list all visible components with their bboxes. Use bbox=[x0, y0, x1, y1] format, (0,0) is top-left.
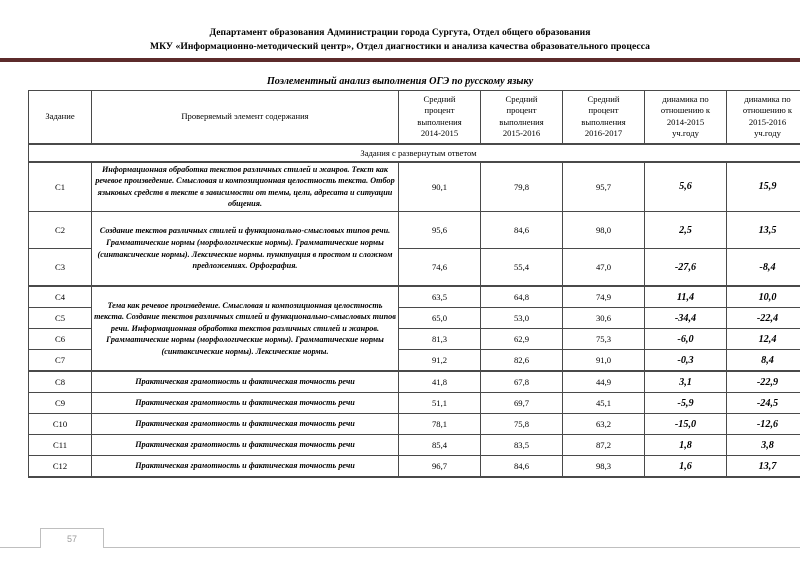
dynamics-2015-2016: -22,4 bbox=[727, 308, 800, 329]
avg-2014-2015: 51,1 bbox=[399, 393, 481, 414]
avg-2014-2015: 90,1 bbox=[399, 162, 481, 212]
avg-2016-2017: 30,6 bbox=[563, 308, 645, 329]
table-head bbox=[29, 91, 800, 144]
table-row bbox=[29, 371, 800, 393]
avg-2016-2017: 44,9 bbox=[563, 371, 645, 393]
dynamics-2015-2016: 8,4 bbox=[727, 350, 800, 372]
avg-2016-2017: 98,3 bbox=[563, 456, 645, 478]
table-caption: Поэлементный анализ выполнения ОГЭ по русскому языку bbox=[266, 76, 534, 87]
dynamics-2015-2016: -24,5 bbox=[727, 393, 800, 414]
header-divider-rule bbox=[0, 58, 800, 62]
avg-2016-2017: 75,3 bbox=[563, 329, 645, 350]
dynamics-2015-2016: 10,0 bbox=[727, 286, 800, 308]
analysis-table bbox=[28, 90, 800, 478]
dynamics-2014-2015: -0,3 bbox=[645, 350, 727, 372]
avg-2014-2015: 41,8 bbox=[399, 371, 481, 393]
header-dyn-2015-2016 bbox=[727, 91, 800, 144]
header-dyn1-l3: 2014-2015 bbox=[666, 116, 705, 127]
avg-2016-2017: 74,9 bbox=[563, 286, 645, 308]
element-description: Практическая грамотность и фактическая точность речи bbox=[92, 393, 399, 414]
table-row bbox=[29, 414, 800, 435]
dynamics-2015-2016: 13,5 bbox=[727, 212, 800, 249]
element-description: Практическая грамотность и фактическая точность речи bbox=[92, 435, 399, 456]
header-avg2-l2: процент bbox=[506, 105, 537, 116]
avg-2014-2015: 65,0 bbox=[399, 308, 481, 329]
avg-2016-2017: 91,0 bbox=[563, 350, 645, 372]
task-code: C4 bbox=[29, 286, 92, 308]
avg-2014-2015: 74,6 bbox=[399, 249, 481, 287]
table-header-row bbox=[29, 91, 800, 144]
header-dyn2-l1: динамика по bbox=[744, 94, 791, 104]
dynamics-2014-2015: 11,4 bbox=[645, 286, 727, 308]
header-avg-2014-2015 bbox=[399, 91, 481, 144]
header-avg3-l2: процент bbox=[588, 105, 619, 116]
dynamics-2014-2015: 5,6 bbox=[645, 162, 727, 212]
page-footer bbox=[0, 526, 800, 548]
task-code: C5 bbox=[29, 308, 92, 329]
dynamics-2014-2015: 3,1 bbox=[645, 371, 727, 393]
avg-2014-2015: 91,2 bbox=[399, 350, 481, 372]
task-code: C2 bbox=[29, 212, 92, 249]
avg-2015-2016: 55,4 bbox=[481, 249, 563, 287]
element-description: Создание текстов различных стилей и функционально-смысловых типов речи. Грамматические нормы (морфологические нормы). Грамматические нормы (синтаксические нормы). Лексические нормы. пунктуация в простом и сложном предложениях. Орфография. bbox=[92, 212, 399, 287]
dynamics-2015-2016: 13,7 bbox=[727, 456, 800, 478]
dynamics-2014-2015: 1,6 bbox=[645, 456, 727, 478]
avg-2014-2015: 81,3 bbox=[399, 329, 481, 350]
avg-2016-2017: 45,1 bbox=[563, 393, 645, 414]
dynamics-2014-2015: 2,5 bbox=[645, 212, 727, 249]
task-code: C7 bbox=[29, 350, 92, 372]
task-code: C1 bbox=[29, 162, 92, 212]
dynamics-2014-2015: -6,0 bbox=[645, 329, 727, 350]
element-description: Практическая грамотность и фактическая точность речи bbox=[92, 371, 399, 393]
dynamics-2014-2015: -5,9 bbox=[645, 393, 727, 414]
avg-2016-2017: 98,0 bbox=[563, 212, 645, 249]
header-dyn2-l4: уч.году bbox=[754, 128, 781, 139]
footer-rule-left bbox=[0, 547, 40, 548]
header-dyn2-l3: 2015-2016 bbox=[748, 116, 787, 127]
element-description: Практическая грамотность и фактическая точность речи bbox=[92, 414, 399, 435]
header-avg1-l4: 2014-2015 bbox=[420, 128, 459, 139]
dynamics-2015-2016: -22,9 bbox=[727, 371, 800, 393]
avg-2014-2015: 96,7 bbox=[399, 456, 481, 478]
header-avg2-l4: 2015-2016 bbox=[502, 128, 541, 139]
table-row bbox=[29, 162, 800, 212]
avg-2015-2016: 84,6 bbox=[481, 212, 563, 249]
avg-2015-2016: 69,7 bbox=[481, 393, 563, 414]
analysis-table-container bbox=[28, 90, 793, 478]
task-code: C9 bbox=[29, 393, 92, 414]
table-row bbox=[29, 286, 800, 308]
avg-2015-2016: 64,8 bbox=[481, 286, 563, 308]
task-code: C3 bbox=[29, 249, 92, 287]
dynamics-2015-2016: 15,9 bbox=[727, 162, 800, 212]
header-avg3-l4: 2016-2017 bbox=[584, 128, 623, 139]
header-element: Проверяемый элемент содержания bbox=[92, 91, 399, 144]
running-header bbox=[36, 26, 764, 53]
running-header-line-1: Департамент образования Администрации города Сургута, Отдел общего образования bbox=[209, 27, 591, 38]
header-avg3-l3: выполнения bbox=[581, 116, 626, 127]
dynamics-2015-2016: -8,4 bbox=[727, 249, 800, 287]
task-code: C10 bbox=[29, 414, 92, 435]
header-avg1-l3: выполнения bbox=[417, 116, 462, 127]
dynamics-2014-2015: 1,8 bbox=[645, 435, 727, 456]
avg-2016-2017: 47,0 bbox=[563, 249, 645, 287]
dynamics-2015-2016: 3,8 bbox=[727, 435, 800, 456]
avg-2014-2015: 63,5 bbox=[399, 286, 481, 308]
header-avg2-l3: выполнения bbox=[499, 116, 544, 127]
header-dyn1-l1: динамика по bbox=[662, 94, 709, 104]
table-row bbox=[29, 393, 800, 414]
task-code: C11 bbox=[29, 435, 92, 456]
header-avg2-l1: Средний bbox=[505, 94, 538, 104]
table-row bbox=[29, 435, 800, 456]
dynamics-2015-2016: -12,6 bbox=[727, 414, 800, 435]
header-avg1-l2: процент bbox=[424, 105, 455, 116]
header-avg1-l1: Средний bbox=[423, 94, 456, 104]
avg-2016-2017: 95,7 bbox=[563, 162, 645, 212]
dynamics-2014-2015: -34,4 bbox=[645, 308, 727, 329]
section-title: Задания с развернутым ответом bbox=[29, 144, 800, 162]
task-code: C8 bbox=[29, 371, 92, 393]
avg-2015-2016: 84,6 bbox=[481, 456, 563, 478]
avg-2016-2017: 87,2 bbox=[563, 435, 645, 456]
table-row bbox=[29, 212, 800, 249]
task-code: C12 bbox=[29, 456, 92, 478]
dynamics-2014-2015: -15,0 bbox=[645, 414, 727, 435]
avg-2015-2016: 62,9 bbox=[481, 329, 563, 350]
avg-2014-2015: 78,1 bbox=[399, 414, 481, 435]
header-task: Задание bbox=[29, 91, 92, 144]
avg-2015-2016: 82,6 bbox=[481, 350, 563, 372]
element-description: Информационная обработка текстов различных стилей и жанров. Текст как речевое произведение. Смысловая и композиционная целостность текста. Отбор языковых средств в тексте в зависимости от темы, цели, адресата и ситуации общения. bbox=[92, 162, 399, 212]
running-header-line-2: МКУ «Информационно-методический центр», Отдел диагностики и анализа качества образовательного процесса bbox=[150, 40, 650, 52]
avg-2015-2016: 67,8 bbox=[481, 371, 563, 393]
section-header-row bbox=[29, 144, 800, 162]
avg-2016-2017: 63,2 bbox=[563, 414, 645, 435]
header-avg-2016-2017 bbox=[563, 91, 645, 144]
header-dyn1-l4: уч.году bbox=[672, 128, 699, 139]
avg-2015-2016: 53,0 bbox=[481, 308, 563, 329]
header-dyn1-l2: отношению к bbox=[660, 105, 711, 116]
header-avg3-l1: Средний bbox=[587, 94, 620, 104]
page-number: 57 bbox=[40, 528, 104, 548]
avg-2015-2016: 83,5 bbox=[481, 435, 563, 456]
header-avg-2015-2016 bbox=[481, 91, 563, 144]
dynamics-2015-2016: 12,4 bbox=[727, 329, 800, 350]
element-description: Практическая грамотность и фактическая точность речи bbox=[92, 456, 399, 478]
header-dyn2-l2: отношению к bbox=[742, 105, 793, 116]
task-code: C6 bbox=[29, 329, 92, 350]
avg-2014-2015: 85,4 bbox=[399, 435, 481, 456]
footer-rule-right bbox=[104, 547, 800, 548]
avg-2015-2016: 75,8 bbox=[481, 414, 563, 435]
header-dyn-2014-2015 bbox=[645, 91, 727, 144]
avg-2014-2015: 95,6 bbox=[399, 212, 481, 249]
element-description: Тема как речевое произведение. Смысловая и композиционная целостность текста. Создание текстов различных стилей и функционально-смысловых типов речи. Информационная обработка текстов различных стилей и жанров. Грамматические нормы (морфологические нормы). Грамматические нормы (синтаксические нормы). Лексические нормы. bbox=[92, 286, 399, 371]
table-row bbox=[29, 456, 800, 478]
table-body bbox=[29, 144, 800, 477]
dynamics-2014-2015: -27,6 bbox=[645, 249, 727, 287]
avg-2015-2016: 79,8 bbox=[481, 162, 563, 212]
